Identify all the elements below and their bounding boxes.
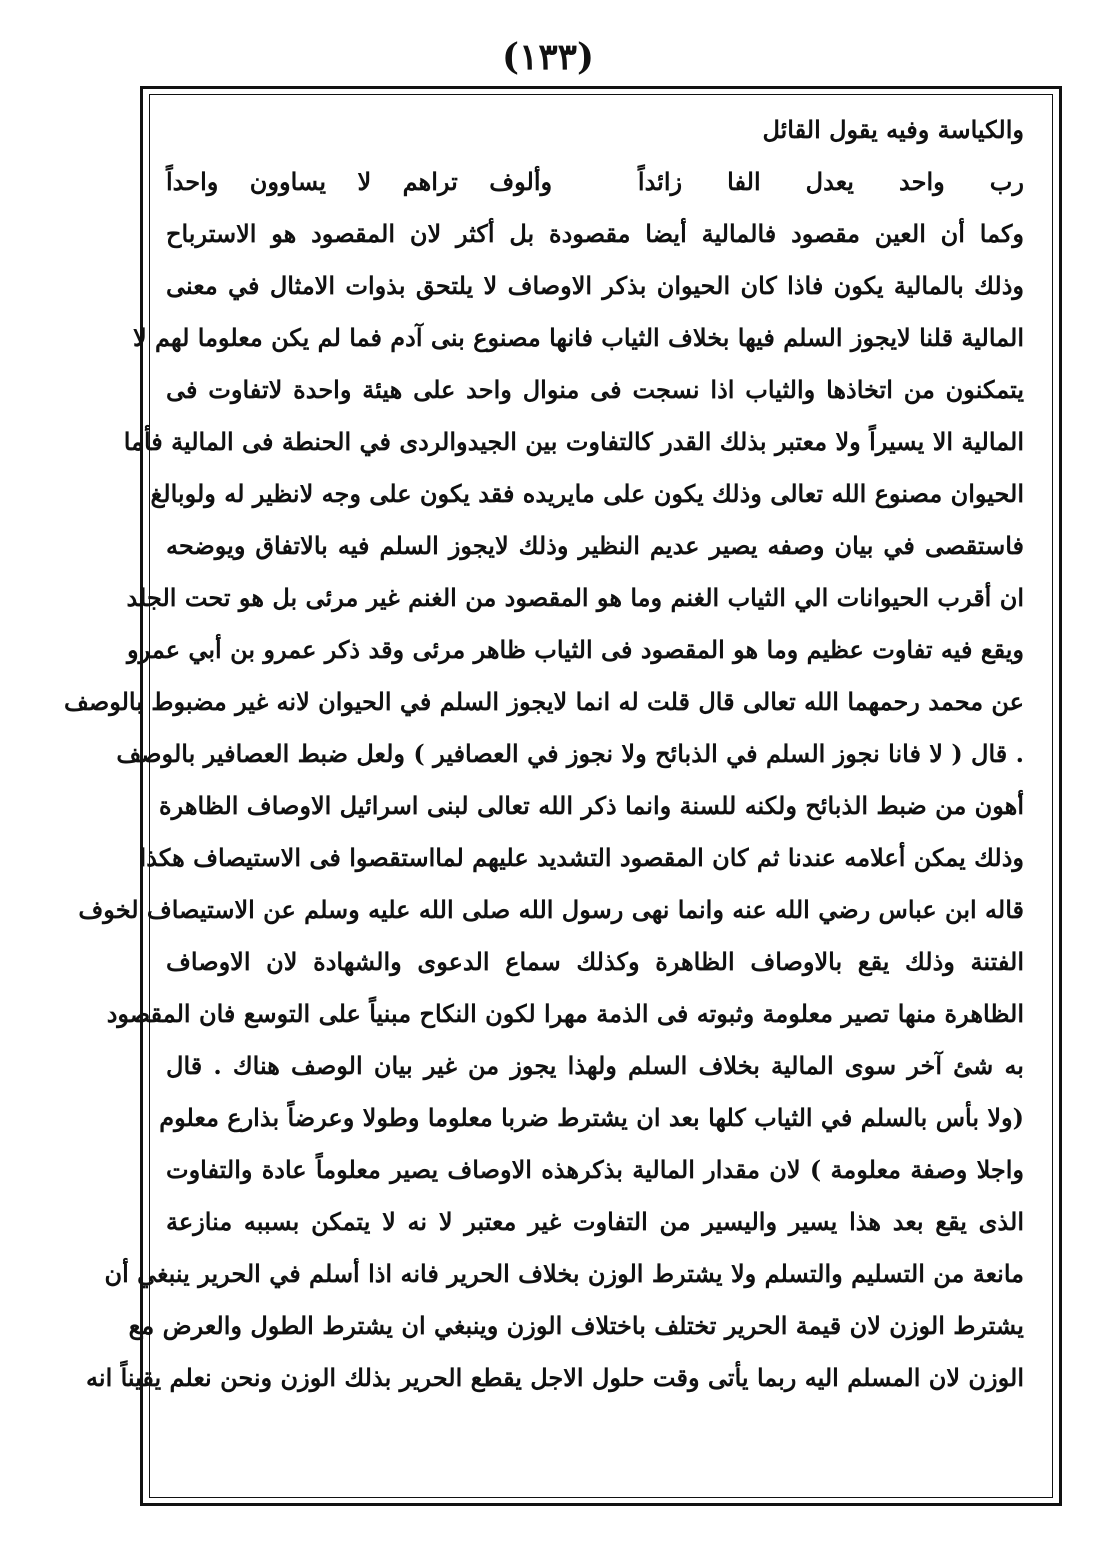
text-line: واجلا وصفة معلومة ) لان مقدار المالية بذكرهذه الاوصاف يصير معلوماً عادة والتفاوت bbox=[166, 1155, 1024, 1184]
text-line: الذى يقع بعد هذا يسير واليسير من التفاوت غير معتبر لا نه لا يتمكن بسببه منازعة bbox=[166, 1207, 1024, 1236]
text-line: وذلك بالمالية يكون فاذا كان الحيوان بذكر الاوصاف لا يلتحق بذوات الامثال في معنى bbox=[166, 271, 1024, 300]
text-line: المالية قلنا لايجوز السلم فيها بخلاف الثياب فانها مصنوع بنى آدم فما لم يكن معلوما لهم لا bbox=[133, 323, 1024, 352]
verse-second-hemistich: وألوف تراهم لا يساوون واحداً bbox=[166, 167, 553, 196]
text-line: مانعة من التسليم والتسلم ولا يشترط الوزن بخلاف الحرير فانه اذا أسلم في الحرير ينبغي أن bbox=[104, 1259, 1024, 1288]
text-line: به شئ آخر سوى المالية بخلاف السلم ولهذا يجوز من غير بيان الوصف هناك . قال bbox=[166, 1051, 1024, 1080]
verse-line bbox=[166, 156, 1024, 208]
text-line: الفتنة وذلك يقع بالاوصاف الظاهرة وكذلك سماع الدعوى والشهادة لان الاوصاف bbox=[166, 947, 1024, 976]
page-number: (١٣٣) bbox=[501, 36, 595, 78]
text-line: أهون من ضبط الذبائح ولكنه للسنة وانما ذكر الله تعالى لبنى اسرائيل الاوصاف الظاهرة bbox=[159, 791, 1024, 820]
text-line: المالية الا يسيراً ولا معتبر بذلك القدر كالتفاوت بين الجيدوالردى في الحنطة فى المالية فأما bbox=[123, 427, 1024, 456]
verse-first-hemistich: رب واحد يعدل الفا زائداً bbox=[637, 167, 1024, 196]
text-line: (ولا بأس بالسلم في الثياب كلها بعد ان يشترط ضربا معلوما وطولا وعرضاً بذارع معلوم bbox=[159, 1103, 1024, 1132]
intro-line: والكياسة وفيه يقول القائل bbox=[762, 115, 1024, 144]
text-line: ان أقرب الحيوانات الي الثياب الغنم وما هو المقصود من الغنم غير مرئى بل هو تحت الجلد bbox=[126, 583, 1024, 612]
text-line: عن محمد رحمهما الله تعالى قال قلت له انما لايجوز السلم في الحيوان لانه غير مضبوط بالوصف bbox=[64, 687, 1024, 716]
text-line: الوزن لان المسلم اليه ربما يأتى وقت حلول الاجل يقطع الحرير بذلك الوزن ونحن نعلم يقيناً انه bbox=[86, 1363, 1024, 1392]
text-line: ويقع فيه تفاوت عظيم وما هو المقصود فى الثياب ظاهر مرئى وقد ذكر عمرو بن أبي عمرو bbox=[126, 635, 1024, 664]
text-line: وكما أن العين مقصود فالمالية أيضا مقصودة بل أكثر لان المقصود هو الاسترباح bbox=[166, 219, 1024, 248]
text-block bbox=[64, 104, 1025, 1404]
text-line: الظاهرة منها تصير معلومة وثبوته فى الذمة مهرا لكون النكاح مبنياً على التوسع فان المقصود bbox=[106, 999, 1024, 1028]
text-line: وذلك يمكن أعلامه عندنا ثم كان المقصود التشديد عليهم لمااستقصوا فى الاستيصاف هكذا bbox=[139, 843, 1024, 872]
text-line: يتمكنون من اتخاذها والثياب اذا نسجت فى منوال واحد على هيئة واحدة لاتفاوت فى bbox=[166, 375, 1025, 404]
text-line: يشترط الوزن لان قيمة الحرير تختلف باختلاف الوزن وينبغي ان يشترط الطول والعرض مع bbox=[128, 1311, 1024, 1340]
text-line: قاله ابن عباس رضي الله عنه وانما نهى رسول الله صلى الله عليه وسلم عن الاستيصاف لخوف bbox=[78, 895, 1024, 924]
text-line: . قال ( لا فانا نجوز السلم في الذبائح ولا نجوز في العصافير ) ولعل ضبط العصافير بالوصف bbox=[116, 739, 1024, 768]
text-line: فاستقصى في بيان وصفه يصير عديم النظير وذلك لايجوز السلم فيه بالاتفاق ويوضحه bbox=[166, 531, 1024, 560]
text-line: الحيوان مصنوع الله تعالى وذلك يكون على مايريده فقد يكون على وجه لانظير له ولوبالغ bbox=[150, 479, 1024, 508]
